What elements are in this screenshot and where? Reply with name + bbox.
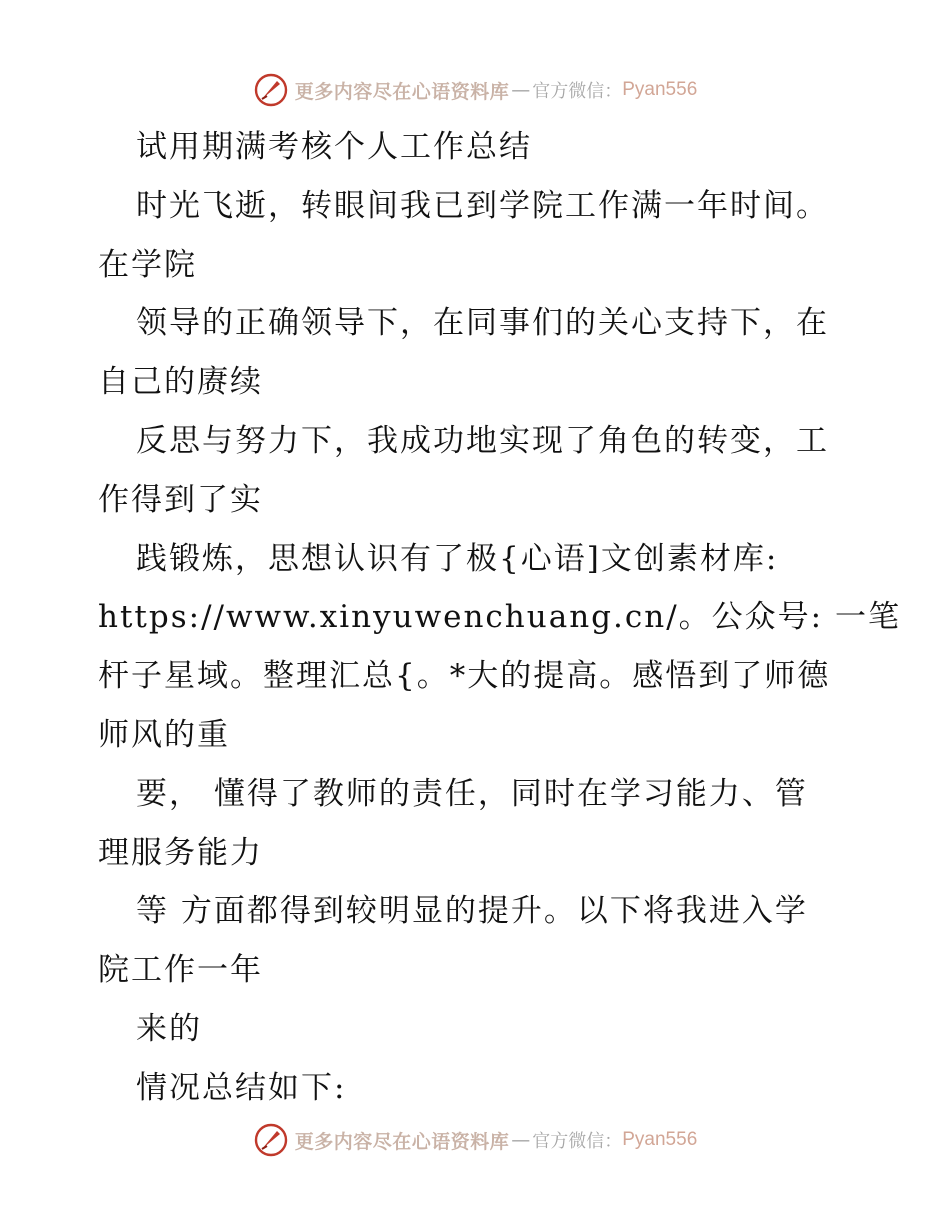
text-line: 在学院 xyxy=(98,246,197,283)
quill-logo-icon xyxy=(253,1122,289,1158)
banner-separator: — xyxy=(511,1129,531,1151)
text-line-url: https://www.xinyuwenchuang.cn/。公众号: 一笔 xyxy=(98,599,901,636)
banner-contact-label: 官方微信： xyxy=(532,81,623,102)
text-line: 领导的正确领导下，在同事们的关心支持下，在 xyxy=(136,305,829,342)
text-line: 反思与努力下，我成功地实现了角色的转变，工 xyxy=(136,422,829,459)
text-line: 要， 懂得了教师的责任，同时在学习能力、管 xyxy=(136,775,808,812)
footer-watermark-banner xyxy=(0,1118,950,1162)
header-watermark-banner xyxy=(0,68,950,112)
text-line: 践锻炼，思想认识有了极{心语]文创素材库: xyxy=(136,540,779,577)
banner-contact-id: Pyan556 xyxy=(622,1129,698,1150)
banner-main-text: 更多内容尽在心语资料库 xyxy=(294,1130,510,1153)
text-line: 来的 xyxy=(136,1010,202,1047)
text-line: 等 方面都得到较明显的提升。以下将我进入学 xyxy=(136,893,808,930)
text-line: 院工作一年 xyxy=(98,952,263,989)
text-line: 情况总结如下: xyxy=(136,1069,347,1106)
banner-contact-label: 官方微信： xyxy=(532,1131,623,1152)
document-title: 试用期满考核个人工作总结 xyxy=(136,129,532,165)
quill-logo-icon xyxy=(253,72,289,108)
document-body xyxy=(98,118,901,1118)
text-line: 时光飞逝，转眼间我已到学院工作满一年时间。 xyxy=(136,187,829,224)
banner-separator: — xyxy=(511,79,531,101)
text-line: 理服务能力 xyxy=(98,834,263,871)
text-line: 师风的重 xyxy=(98,716,230,753)
banner-contact-id: Pyan556 xyxy=(622,79,698,100)
text-line: 自己的赓续 xyxy=(98,364,263,401)
banner-main-text: 更多内容尽在心语资料库 xyxy=(294,80,510,103)
text-line: 作得到了实 xyxy=(98,481,263,518)
text-line: 杆子星域。整理汇总{。*大的提高。感悟到了师德 xyxy=(98,658,831,695)
